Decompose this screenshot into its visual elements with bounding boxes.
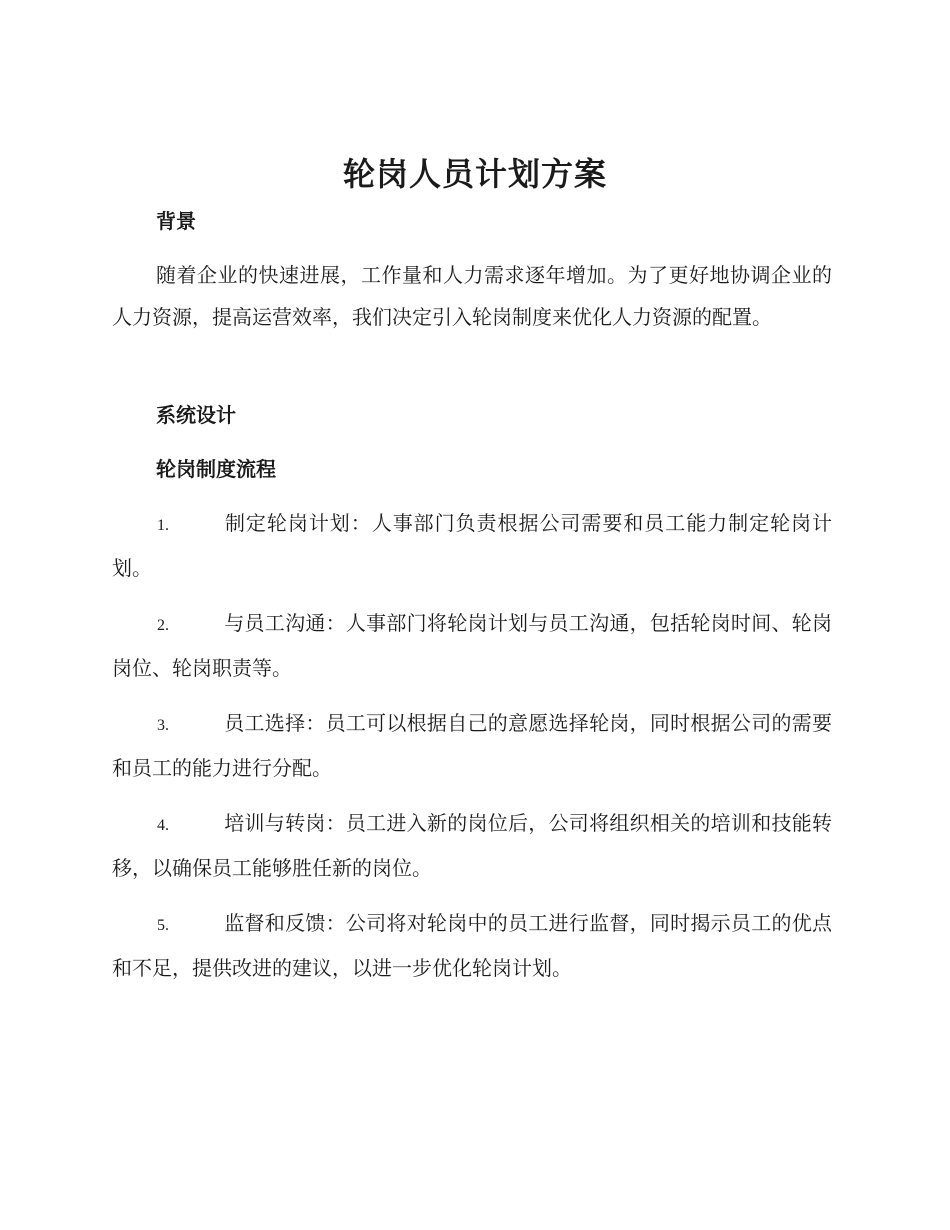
step-text: 培训与转岗：员工进入新的岗位后，公司将组织相关的培训和技能转移，以确保员工能够胜任新的岗位。 bbox=[112, 811, 832, 880]
step-text: 员工选择：员工可以根据自己的意愿选择轮岗，同时根据公司的需要和员工的能力进行分配。 bbox=[112, 711, 832, 780]
process-heading: 轮岗制度流程 bbox=[156, 457, 276, 481]
list-item bbox=[112, 802, 832, 889]
step-number: 1. bbox=[157, 517, 169, 534]
step-text: 制定轮岗计划：人事部门负责根据公司需要和员工能力制定轮岗计划。 bbox=[112, 511, 832, 580]
list-item bbox=[112, 702, 832, 789]
step-number: 4. bbox=[157, 817, 169, 834]
background-heading: 背景 bbox=[156, 209, 196, 233]
step-text: 与员工沟通：人事部门将轮岗计划与员工沟通，包括轮岗时间、轮岗岗位、轮岗职责等。 bbox=[112, 611, 832, 680]
step-text: 监督和反馈：公司将对轮岗中的员工进行监督，同时揭示员工的优点和不足，提供改进的建议，以进一步优化轮岗计划。 bbox=[112, 911, 832, 980]
step-number: 5. bbox=[157, 917, 169, 934]
background-paragraph: 随着企业的快速进展，工作量和人力需求逐年增加。为了更好地协调企业的人力资源，提高运营效率，我们决定引入轮岗制度来优化人力资源的配置。 bbox=[112, 263, 832, 329]
system-design-heading: 系统设计 bbox=[156, 403, 236, 427]
list-item bbox=[112, 902, 832, 989]
step-number: 2. bbox=[157, 617, 169, 634]
step-number: 3. bbox=[157, 717, 169, 734]
list-item bbox=[112, 502, 832, 589]
document-title: 轮岗人员计划方案 bbox=[342, 155, 607, 193]
list-item bbox=[112, 602, 832, 689]
process-steps-list bbox=[112, 502, 832, 1002]
